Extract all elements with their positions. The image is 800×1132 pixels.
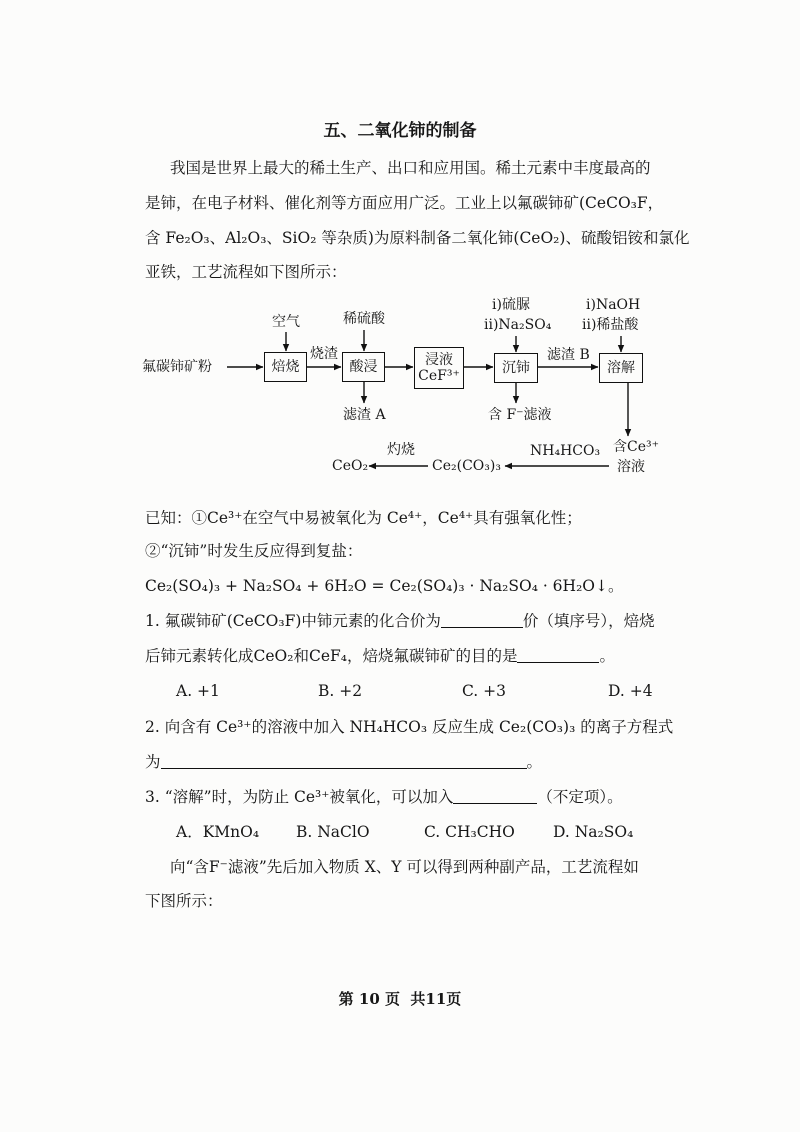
dissolve-reagent-2: ii)稀盐酸 — [582, 317, 639, 333]
q3-line — [145, 788, 623, 806]
section-title: 五、二氧化铈的制备 — [323, 121, 477, 141]
residue-a-label: 滤渣 A — [343, 407, 386, 423]
q1-line-1 — [145, 612, 655, 630]
q2-line-1: 2. 向含有 Ce³⁺的溶液中加入 NH₄HCO₃ 反应生成 Ce₂(CO₃)₃ 的离子方程式 — [145, 718, 674, 736]
answer-blank — [517, 648, 599, 663]
q1-option-d: D. +4 — [608, 682, 653, 700]
answer-blank — [441, 613, 523, 628]
known-equation: Ce₂(SO₄)₃ + Na₂SO₄ + 6H₂O = Ce₂(SO₄)₃ · Na₂SO₄ · 6H₂O↓。 — [145, 577, 624, 595]
q3-option-b: B. NaClO — [296, 823, 370, 841]
raw-material-label: 氟碳铈矿粉 — [142, 359, 212, 375]
known-line-2: ②“沉铈”时发生反应得到复盐： — [145, 542, 363, 560]
q3-option-d: D. Na₂SO₄ — [553, 823, 634, 841]
dissolve-box-label: 溶解 — [607, 360, 635, 376]
acid-leach-box — [342, 352, 385, 382]
q3-option-a: A．KMnO₄ — [176, 823, 260, 841]
answer-blank — [453, 789, 537, 804]
intro-line-4: 亚铁，工艺流程如下图所示： — [145, 263, 347, 281]
precip-reagent-1: i)硫脲 — [492, 297, 530, 313]
precip-reagent-2: ii)Na₂SO₄ — [484, 317, 552, 333]
q1-option-b: B. +2 — [318, 682, 363, 700]
roast-residue-label: 烧渣 — [310, 346, 338, 362]
residue-b-label: 滤渣 B — [547, 347, 590, 363]
q1-line-1-tail: 价（填序号），焙烧 — [522, 612, 655, 630]
q1-line-1-text: 1. 氟碳铈矿(CeCO₃F)中铈元素的化合价为 — [145, 612, 441, 630]
q3-option-c: C. CH₃CHO — [424, 823, 515, 841]
known-line-1: 已知：①Ce³⁺在空气中易被氧化为 Ce⁴⁺，Ce⁴⁺具有强氧化性； — [145, 509, 582, 527]
calcine-label: 灼烧 — [387, 442, 415, 458]
dissolve-reagent-1: i)NaOH — [586, 297, 641, 313]
q3-text: 3. “溶解”时，为防止 Ce³⁺被氧化，可以加入 — [145, 788, 454, 806]
filtrate-f-label: 含 F⁻滤液 — [488, 407, 552, 423]
q2-line-2-text: 为 — [145, 753, 161, 771]
page-footer: 第 10 页 共11页 — [338, 990, 462, 1008]
leachate-box-label: 浸液 — [425, 352, 453, 368]
ce3-solution-label-2: 溶液 — [617, 459, 645, 475]
answer-blank — [161, 754, 527, 769]
q1-line-2 — [145, 647, 615, 665]
leachate-box — [414, 347, 464, 389]
q2-line-2 — [145, 753, 542, 771]
q3-tail: （不定项）。 — [537, 788, 623, 806]
air-label: 空气 — [272, 314, 300, 330]
dilute-acid-label: 稀硫酸 — [343, 311, 385, 327]
precip-box — [494, 353, 538, 383]
q2-line-2-tail: 。 — [526, 753, 543, 771]
ce3-solution-label-1: 含Ce³⁺ — [613, 439, 659, 455]
intro-line-3: 含 Fe₂O₃、Al₂O₃、SiO₂ 等杂质)为原料制备二氧化铈(CeO₂)、硫酸铝铵和氯化 — [145, 229, 690, 247]
intro-line-2: 是铈，在电子材料、催化剂等方面应用广泛。工业上以氟碳铈矿(CeCO₃F， — [145, 194, 664, 212]
product-label: CeO₂ — [332, 458, 369, 474]
precip-box-label: 沉铈 — [502, 360, 530, 376]
q1-option-c: C. +3 — [462, 682, 507, 700]
dissolve-box — [599, 353, 643, 383]
q1-line-2-text: 后铈元素转化成CeO₂和CeF₄，焙烧氟碳铈矿的目的是 — [145, 647, 518, 665]
q1-option-a: A. +1 — [176, 682, 220, 700]
roast-box — [264, 352, 307, 382]
followup-line-1: 向“含F⁻滤液”先后加入物质 X、Y 可以得到两种副产品，工艺流程如 — [170, 858, 639, 876]
leachate-ion-label: CeF³⁺ — [418, 368, 460, 384]
bicarbonate-label: NH₄HCO₃ — [530, 443, 601, 459]
carbonate-label: Ce₂(CO₃)₃ — [432, 458, 501, 474]
followup-line-2: 下图所示： — [145, 892, 223, 910]
q1-line-2-tail: 。 — [599, 647, 615, 665]
intro-line-1: 我国是世界上最大的稀土生产、出口和应用国。稀土元素中丰度最高的 — [170, 159, 651, 177]
acid-leach-box-label: 酸浸 — [349, 359, 378, 375]
roast-box-label: 焙烧 — [271, 359, 300, 375]
